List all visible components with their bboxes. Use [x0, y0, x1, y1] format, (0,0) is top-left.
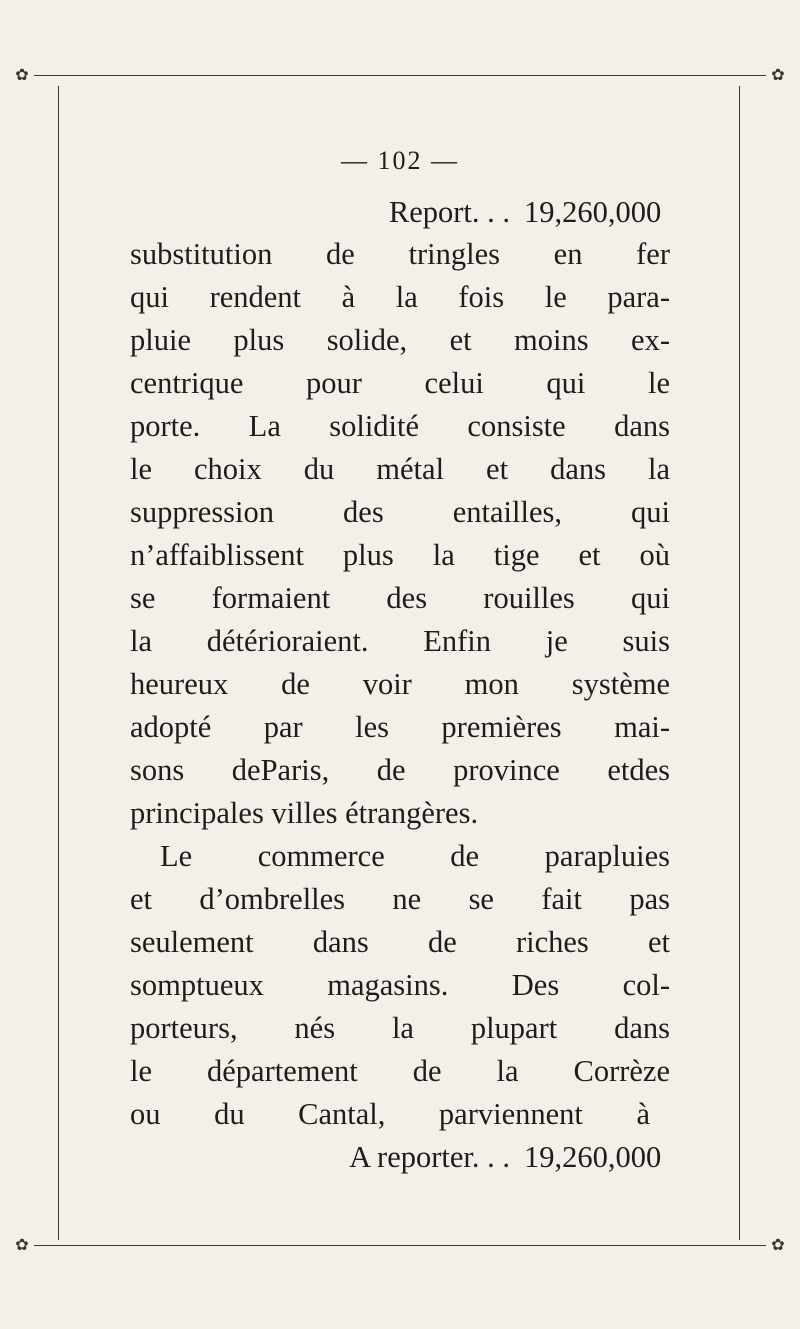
text-line: et d’ombrelles ne se fait pas [130, 882, 670, 916]
report-label: Report. . . [388, 195, 510, 229]
ornament-icon: ✿ [15, 1237, 29, 1254]
ornament-icon: ✿ [15, 67, 29, 84]
text-line: ou du Cantal, parviennent à [130, 1097, 650, 1131]
page-number: — 102 — [341, 146, 459, 175]
ornament-icon: ✿ [771, 1237, 785, 1254]
carry-forward-value: 19,260,000 [524, 1140, 662, 1174]
carry-forward-label: A reporter. . . [349, 1140, 510, 1174]
left-frame-line [58, 86, 59, 1240]
text-line: adopté par les premières mai- [130, 710, 670, 744]
report-line [0, 192, 800, 232]
text-line: la détérioraient. Enfin je suis [130, 624, 670, 658]
text-line: heureux de voir mon système [130, 667, 670, 701]
carry-forward-line [0, 1137, 800, 1177]
text-line: suppression des entailles, qui [130, 495, 670, 529]
text-line: porte. La solidité consiste dans [130, 409, 670, 443]
text-line: pluie plus solide, et moins ex- [130, 323, 670, 357]
text-line: centrique pour celui qui le [130, 366, 670, 400]
text-line: porteurs, nés la plupart dans [130, 1011, 670, 1045]
text-line: somptueux magasins. Des col- [130, 968, 670, 1002]
horizontal-rule [34, 1245, 766, 1246]
text-line: substitution de tringles en fer [130, 237, 670, 271]
text-line: principales villes étrangères. [130, 796, 479, 830]
bottom-frame-rule [8, 1236, 792, 1256]
horizontal-rule [34, 75, 766, 76]
text-line: le choix du métal et dans la [130, 452, 670, 486]
text-line: sons deParis, de province etdes [130, 753, 670, 787]
text-line: le département de la Corrèze [130, 1054, 670, 1088]
report-value: 19,260,000 [524, 195, 662, 229]
top-frame-rule [8, 66, 792, 86]
ornament-icon: ✿ [771, 67, 785, 84]
right-frame-line [739, 86, 740, 1240]
text-line: se formaient des rouilles qui [130, 581, 670, 615]
text-line: n’affaiblissent plus la tige et où [130, 538, 670, 572]
text-line: Le commerce de parapluies [160, 839, 670, 873]
text-line: seulement dans de riches et [130, 925, 670, 959]
text-line: qui rendent à la fois le para- [130, 280, 670, 314]
